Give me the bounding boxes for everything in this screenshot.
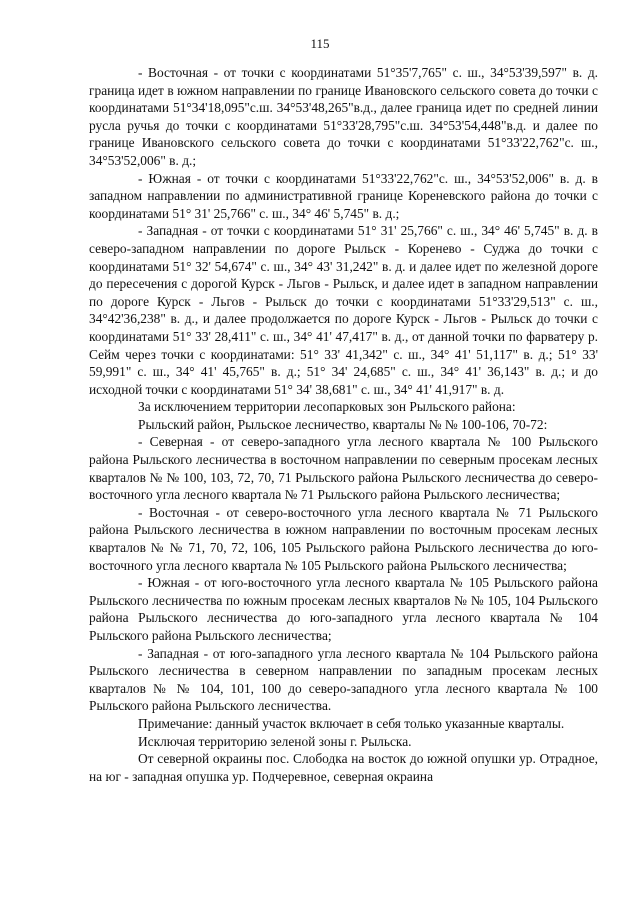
paragraph-exclusion-forest-parks: За исключением территории лесопарковых зон Рыльского района: (138, 399, 516, 415)
document-body (89, 64, 598, 785)
paragraph-quarters-east: - Восточная - от северо-восточного угла лесного квартала № 71 Рыльского района Рыльского лесничества в южном направлении по восточным просекам лесных кварталов № № 71, 70, 72, 106, 105 Рыльского района Рыльского лесничества до юго-восточного угла лесного квартала № 105 Рыльского района Рыльского лесничества; (89, 504, 598, 573)
paragraph-quarters-south: - Южная - от юго-восточного угла лесного квартала № 105 Рыльского района Рыльского лесничества по южным просекам лесных кварталов № № 105, 104 Рыльского района Рыльского лесничества до юго-западного угла лесного квартала № 104 Рыльского района Рыльского лесничества; (89, 575, 598, 643)
paragraph-note: Примечание: данный участок включает в себя только указанные кварталы. (138, 715, 565, 731)
page-number: 115 (310, 36, 330, 51)
paragraph-east-boundary: - Восточная - от точки с координатами 51°35'7,765" с. ш., 34°53'39,597" в. д. граница идет в южном направлении по границе Ивановского сельского совета до точки с координатами 51°34'18,095"с.ш. 34°53'48,265"в.д., далее граница идет по средней линии русла ручья до точки с координатами 51°33'28,795"с.ш. 34°53'54,448"в.д. и далее по границе Ивановского сельского совета до точки с координатами 51°33'22,762"с. ш., 34°53'52,006" в. д.; (89, 65, 598, 168)
paragraph-quarters-north: - Северная - от северо-западного угла лесного квартала № 100 Рыльского района Рыльского лесничества в восточном направлении по северным просекам лесных кварталов № № 100, 103, 72, 70, 71 Рыльского района Рыльского лесничества до северо-восточного угла лесного квартала № 71 Рыльского района Рыльского лесничества; (89, 434, 598, 503)
paragraph-green-zone-exclusion: Исключая территорию зеленой зоны г. Рыльска. (138, 733, 412, 749)
paragraph-rylsk-forestry-quarters: Рыльский район, Рыльское лесничество, кварталы № № 100-106, 70-72: (138, 416, 548, 432)
paragraph-west-boundary: - Западная - от точки с координатами 51° 31' 25,766" с. ш., 34° 46' 5,745" в. д. в северо-западном направлении по дороге Рыльск - Коренево - Суджа до точки с координатами 51° 32' 54,674" с. ш., 34° 43' 31,242" в. д. и далее идет по железной дороге до пересечения с дорогой Курск - Льгов - Рыльск, и далее идет в западном направлении по дороге Курск - Льгов - Рыльск до точки с координатами 51°33'29,513" с. ш., 34°42'36,238" в. д., и далее продолжается по дороге Курск - Льгов - Рыльск до точки с координатами 51° 33' 28,411" с. ш., 34° 41' 47,417" в. д., от данной точки по фарватеру р. Сейм через точки с координатами: 51° 33' 41,342" с. ш., 34° 41' 51,117" в. д.; 51° 33' 59,991" с. ш., 34° 41' 45,765" в. д.; 51° 34' 24,685" с. ш., 34° 41' 36,143" в. д.; и до исходной точки с координатами 51° 34' 38,681" с. ш., 34° 41' 41,917" в. д. (89, 223, 598, 397)
paragraph-quarters-west: - Западная - от юго-западного угла лесного квартала № 104 Рыльского района Рыльского лесничества в северном направлении по западным просекам лесных кварталов № № 104, 101, 100 до северо-западного угла лесного квартала № 100 Рыльского района Рыльского лесничества. (89, 645, 598, 714)
paragraph-slobodka: От северной окраины пос. Слободка на восток до южной опушки ур. Отрадное, на юг - западная опушка ур. Подчеревное, северная окраина (89, 751, 598, 784)
paragraph-south-boundary: - Южная - от точки с координатами 51°33'22,762"с. ш., 34°53'52,006" в. д. в западном направлении по административной границе Кореневского района до точки с координатами 51° 31' 25,766" с. ш., 34° 46' 5,745" в. д.; (89, 170, 598, 221)
